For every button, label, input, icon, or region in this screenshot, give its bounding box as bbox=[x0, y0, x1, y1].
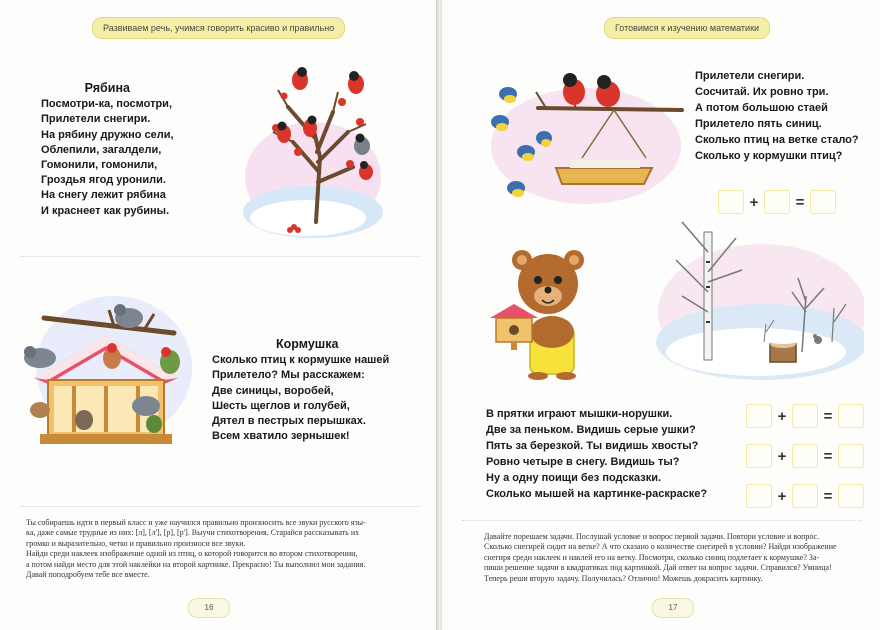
instruction-line: громко и выразительно, четко и правильно произноси все звуки. bbox=[26, 538, 246, 548]
bird-feeder-illustration bbox=[14, 288, 192, 458]
answer-box[interactable] bbox=[764, 190, 790, 214]
poem-line: И краснеет как рубины. bbox=[41, 204, 170, 217]
plus-sign: + bbox=[777, 487, 787, 505]
plus-sign: + bbox=[777, 447, 787, 465]
poem-line: Прилетели снегири. bbox=[695, 70, 805, 82]
instruction-line: Давайте порешаем задачи. Послушай условие и вопрос первой задачи. Повтори условие и вопрос. bbox=[484, 532, 820, 541]
poem-line: Пять за березкой. Ты видишь хвосты? bbox=[486, 440, 699, 452]
answer-box[interactable] bbox=[838, 484, 864, 508]
plus-sign: + bbox=[749, 193, 759, 211]
poem-line: Шесть щеглов и голубей, bbox=[212, 399, 350, 412]
poem-ryabina-title: Рябина bbox=[84, 81, 130, 95]
poem-line: Гроздья ягод уронили. bbox=[41, 174, 166, 187]
right-page-header: Готовимся к изучению математики bbox=[604, 17, 770, 39]
poem-line: Прилетело? Мы расскажем: bbox=[212, 369, 365, 382]
left-instructions bbox=[26, 518, 366, 580]
poem-line: В прятки играют мышки-норушки. bbox=[486, 408, 673, 420]
poem-line: Сколько у кормушки птиц? bbox=[695, 150, 843, 162]
equation-3 bbox=[746, 444, 864, 468]
poem-snegiri bbox=[695, 68, 859, 164]
instruction-line: Ты собираешь идти в первый класс и уже научился правильно произносить все звуки русского язы- bbox=[26, 518, 366, 527]
left-divider-1 bbox=[20, 256, 420, 257]
answer-box[interactable] bbox=[792, 404, 818, 428]
rowan-tree-illustration bbox=[238, 62, 388, 242]
answer-box[interactable] bbox=[746, 484, 772, 508]
poem-line: Ровно четыре в снегу. Видишь ты? bbox=[486, 456, 680, 468]
answer-box[interactable] bbox=[718, 190, 744, 214]
poem-line: Дятел в пестрых перышках. bbox=[212, 415, 366, 428]
poem-line: Сколько птиц на ветке стало? bbox=[695, 134, 859, 146]
poem-kormushka-title: Кормушка bbox=[276, 337, 339, 351]
poem-line: Сколько мышей на картинке-раскраске? bbox=[486, 488, 708, 500]
answer-box[interactable] bbox=[838, 444, 864, 468]
left-page-header: Развиваем речь, учимся говорить красиво и правильно bbox=[92, 17, 345, 39]
poem-ryabina bbox=[41, 81, 174, 219]
poem-line: Посмотри-ка, посмотри, bbox=[41, 98, 173, 111]
poem-line: Всем хватило зернышек! bbox=[212, 430, 350, 443]
answer-box[interactable] bbox=[746, 444, 772, 468]
right-instructions bbox=[484, 532, 837, 584]
instruction-line: пиши решение задачи в квадратиках под картинкой. Дай ответ на вопрос задачи. Справился? Умница! bbox=[484, 563, 832, 573]
instruction-line: Теперь реши вторую задачу. Получилась? Отлично! Можешь докрасить картинку. bbox=[484, 573, 763, 583]
poem-line: Сколько птиц к кормушке нашей bbox=[212, 354, 390, 367]
poem-line: Прилетело пять синиц. bbox=[695, 118, 822, 130]
poem-line: Сосчитай. Их ровно три. bbox=[695, 86, 829, 98]
instruction-line: а потом найди место для этой наклейки на второй картинке. Прекрасно! Ты выполнил мои задания. bbox=[26, 559, 366, 569]
instruction-line: Сколько снегирей сидит на ветке? А что сказано о количестве снегирей в условии? Найди изображение bbox=[484, 542, 837, 552]
poem-line: Две за пеньком. Видишь серые ушки? bbox=[486, 424, 696, 436]
equation-1 bbox=[718, 190, 836, 214]
poem-line: Ну а одну поищи без подсказки. bbox=[486, 472, 662, 484]
left-page-number: 16 bbox=[188, 598, 230, 618]
instruction-line: Найди среди наклеек изображение одной из птиц, о которой говорится во втором стихотворении, bbox=[26, 549, 358, 559]
equals-sign: = bbox=[823, 487, 833, 505]
poem-line: Облепили, загалдели, bbox=[41, 143, 162, 156]
poem-line: А потом большою стаей bbox=[695, 102, 828, 114]
answer-box[interactable] bbox=[838, 404, 864, 428]
instruction-line: снегиря среди наклеек и наклей его на ветку. Посмотри, сколько синиц подлетает к кормушке? За- bbox=[484, 552, 820, 562]
poem-kormushka bbox=[212, 337, 389, 444]
equals-sign: = bbox=[823, 407, 833, 425]
poem-line: На снегу лежит рябина bbox=[41, 189, 166, 202]
right-divider bbox=[462, 520, 862, 521]
poem-line: Две синицы, воробей, bbox=[212, 384, 334, 397]
answer-box[interactable] bbox=[746, 404, 772, 428]
equation-2 bbox=[746, 404, 864, 428]
winter-birch-illustration bbox=[652, 212, 864, 384]
poem-myshki bbox=[486, 406, 707, 502]
equals-sign: = bbox=[795, 193, 805, 211]
left-page bbox=[0, 0, 438, 630]
instruction-line: Давай поподробуем тебе все вместе. bbox=[26, 570, 150, 580]
instruction-line: ка, даже самые трудные из них: [л], [л'], [р], [р']. Выучи стихотворения. Старайся рассказывать их bbox=[26, 528, 360, 538]
poem-line: Гомонили, гомонили, bbox=[41, 159, 158, 172]
left-divider-2 bbox=[20, 506, 420, 507]
plus-sign: + bbox=[777, 407, 787, 425]
answer-box[interactable] bbox=[810, 190, 836, 214]
branch-feeder-illustration bbox=[486, 66, 686, 206]
right-page bbox=[442, 0, 880, 630]
equals-sign: = bbox=[823, 447, 833, 465]
poem-line: Прилетели снегири. bbox=[41, 113, 151, 126]
poem-line: На рябину дружно сели, bbox=[41, 128, 174, 141]
right-page-number: 17 bbox=[652, 598, 694, 618]
answer-box[interactable] bbox=[792, 484, 818, 508]
bear-with-birdhouse-illustration bbox=[490, 248, 596, 380]
answer-box[interactable] bbox=[792, 444, 818, 468]
equation-4 bbox=[746, 484, 864, 508]
